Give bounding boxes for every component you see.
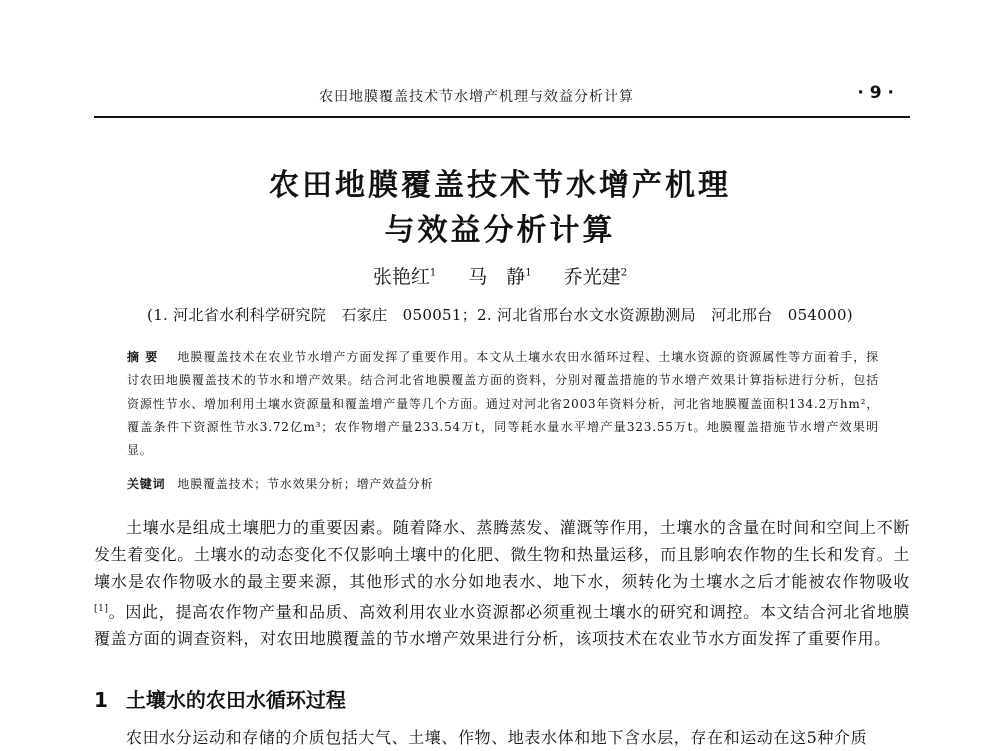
author xyxy=(564,266,627,288)
abstract xyxy=(127,346,879,462)
running-header xyxy=(94,83,910,118)
section-heading xyxy=(94,684,346,713)
affiliations: (1. 河北省水利科学研究院 石家庄 050051；2. 河北省邢台水文水资源勘测局 河北邢台 054000) xyxy=(147,306,853,324)
author-list xyxy=(0,262,1000,289)
running-title: 农田地膜覆盖技术节水增产机理与效益分析计算 xyxy=(319,89,634,105)
body-text xyxy=(94,514,910,652)
paragraph-text: 土壤水是组成土壤肥力的重要因素。随着降水、蒸腾蒸发、灌溉等作用，土壤水的含量在时间和空间上不断发生着变化。土壤水的动态变化不仅影响土壤中的化肥、微生物和热量运移，而且影响农作物的生长和发育。土壤水是农作物吸水的最主要来源，其他形式的水分如地表水、地下水，须转化为土壤水之后才能被农作物吸收 xyxy=(94,518,910,592)
author xyxy=(373,266,436,288)
page-number: · 9 · xyxy=(857,83,894,103)
citation: [1] xyxy=(94,603,109,614)
author-affiliation-mark: 1 xyxy=(525,267,532,279)
section-body-text: 农田水分运动和存储的介质包括大气、土壤、作物、地表水体和地下含水层，存在和运动在这5种介质 xyxy=(126,728,868,747)
section-number: 1 xyxy=(94,688,108,712)
author-affiliation-mark: 1 xyxy=(429,267,437,279)
paragraph-text: 。因此，提高农作物产量和品质、高效利用农业水资源都必须重视土壤水的研究和调控。本文结合河北省地膜覆盖方面的调查资料，对农田地膜覆盖的节水增产效果进行分析，该项技术在农业节水方面发挥了重要作用。 xyxy=(94,601,910,649)
author xyxy=(468,266,531,288)
paper-title-line2: 与效益分析计算 xyxy=(384,213,616,248)
keywords-label: 关键词 xyxy=(127,477,166,491)
abstract-text: 地膜覆盖技术在农业节水增产方面发挥了重要作用。本文从土壤水农田水循环过程、土壤水资源的资源属性等方面着手，探讨农田地膜覆盖技术的节水和增产效果。结合河北省地膜覆盖方面的资料，分别对覆盖措施的节水增产效果计算指标进行分析，包括资源性节水、增加利用土壤水资源量和覆盖增产量等几个方面。通过对河北省2003年资料分析，河北省地膜覆盖面积134.2万hm²，覆盖条件下资源性节水3.72亿m³；农作物增产量233.54万t，同等耗水量水平增产量323.55万t。地膜覆盖措施节水增产效果明显。 xyxy=(127,350,879,458)
author-name: 乔光建 xyxy=(563,266,621,288)
paper-title-line1: 农田地膜覆盖技术节水增产机理 xyxy=(269,168,731,203)
keywords-text: 地膜覆盖技术；节水效果分析；增产效益分析 xyxy=(177,477,434,491)
paragraph xyxy=(94,514,910,652)
section-title: 土壤水的农田水循环过程 xyxy=(125,688,346,712)
keywords xyxy=(127,475,879,492)
author-name: 张艳红 xyxy=(372,266,430,288)
author-affiliation-mark: 2 xyxy=(620,267,628,279)
author-name: 马 静 xyxy=(468,266,526,288)
abstract-label: 摘要 xyxy=(127,350,164,364)
